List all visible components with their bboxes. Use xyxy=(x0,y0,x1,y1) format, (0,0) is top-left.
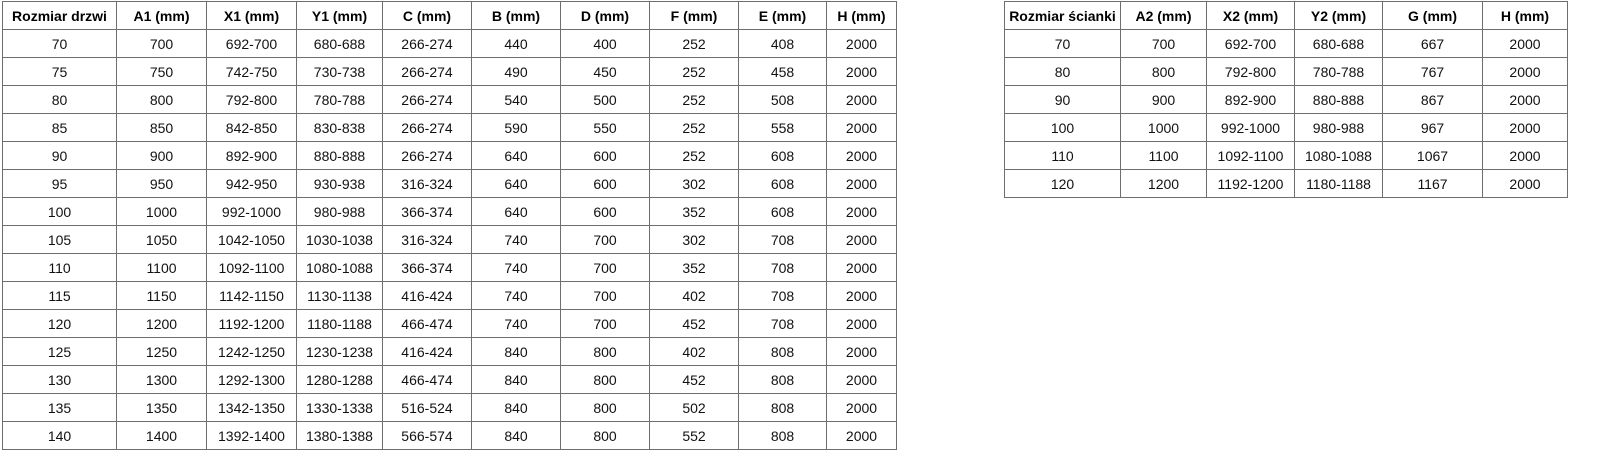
door-sizes-table xyxy=(2,1,897,450)
table-cell: 767 xyxy=(1383,58,1483,86)
table-cell: 2000 xyxy=(827,282,897,310)
table-cell: 80 xyxy=(1005,58,1121,86)
table-cell: 100 xyxy=(1005,114,1121,142)
wall-panel-sizes-table xyxy=(1004,1,1568,198)
table-cell: 266-274 xyxy=(383,86,472,114)
table-cell: 1100 xyxy=(1121,142,1207,170)
table-cell: 930-938 xyxy=(297,170,383,198)
table-cell: 740 xyxy=(472,226,561,254)
table-cell: 680-688 xyxy=(1295,30,1383,58)
table-cell: 110 xyxy=(1005,142,1121,170)
table-cell: 252 xyxy=(650,58,739,86)
table-row xyxy=(3,282,897,310)
table-cell: 800 xyxy=(561,422,650,450)
table-row xyxy=(3,142,897,170)
table-cell: 2000 xyxy=(827,58,897,86)
table-cell: 1067 xyxy=(1383,142,1483,170)
table-cell: 302 xyxy=(650,170,739,198)
table-cell: 1167 xyxy=(1383,170,1483,198)
table-cell: 840 xyxy=(472,366,561,394)
table-cell: 252 xyxy=(650,30,739,58)
table-cell: 500 xyxy=(561,86,650,114)
table-cell: 558 xyxy=(739,114,827,142)
table-cell: 408 xyxy=(739,30,827,58)
table-cell: 2000 xyxy=(827,394,897,422)
table-cell: 900 xyxy=(1121,86,1207,114)
table-row xyxy=(1005,170,1568,198)
table-cell: 1330-1338 xyxy=(297,394,383,422)
header-row xyxy=(1005,2,1568,30)
table-cell: 608 xyxy=(739,198,827,226)
table-cell: 366-374 xyxy=(383,198,472,226)
table-cell: 780-788 xyxy=(297,86,383,114)
table-cell: 120 xyxy=(1005,170,1121,198)
table-cell: 850 xyxy=(117,114,207,142)
table-cell: 366-374 xyxy=(383,254,472,282)
table-cell: 2000 xyxy=(1483,58,1568,86)
table-cell: 840 xyxy=(472,394,561,422)
table-cell: 1300 xyxy=(117,366,207,394)
table-cell: 892-900 xyxy=(207,142,297,170)
table-cell: 1000 xyxy=(1121,114,1207,142)
table-cell: 640 xyxy=(472,170,561,198)
column-header: A1 (mm) xyxy=(117,2,207,30)
table-cell: 1342-1350 xyxy=(207,394,297,422)
table-cell: 1242-1250 xyxy=(207,338,297,366)
table-cell: 1000 xyxy=(117,198,207,226)
column-header: E (mm) xyxy=(739,2,827,30)
table-cell: 316-324 xyxy=(383,226,472,254)
table-cell: 708 xyxy=(739,254,827,282)
table-cell: 840 xyxy=(472,422,561,450)
table-cell: 1380-1388 xyxy=(297,422,383,450)
table-cell: 1230-1238 xyxy=(297,338,383,366)
table-cell: 830-838 xyxy=(297,114,383,142)
table-cell: 700 xyxy=(1121,30,1207,58)
table-row xyxy=(1005,58,1568,86)
table-cell: 550 xyxy=(561,114,650,142)
table-cell: 667 xyxy=(1383,30,1483,58)
table-cell: 70 xyxy=(3,30,117,58)
table-row xyxy=(3,198,897,226)
column-header: F (mm) xyxy=(650,2,739,30)
table-row xyxy=(3,394,897,422)
table-cell: 85 xyxy=(3,114,117,142)
table-cell: 2000 xyxy=(827,226,897,254)
table-cell: 700 xyxy=(561,282,650,310)
table-cell: 1392-1400 xyxy=(207,422,297,450)
table-cell: 1100 xyxy=(117,254,207,282)
table-cell: 742-750 xyxy=(207,58,297,86)
table-cell: 700 xyxy=(561,254,650,282)
table-cell: 608 xyxy=(739,142,827,170)
table-cell: 252 xyxy=(650,142,739,170)
column-header: H (mm) xyxy=(827,2,897,30)
table-cell: 950 xyxy=(117,170,207,198)
table-row xyxy=(3,86,897,114)
table-cell: 140 xyxy=(3,422,117,450)
table-cell: 1192-1200 xyxy=(207,310,297,338)
table-cell: 980-988 xyxy=(297,198,383,226)
table-cell: 792-800 xyxy=(207,86,297,114)
header-row xyxy=(3,2,897,30)
table-cell: 490 xyxy=(472,58,561,86)
column-header: B (mm) xyxy=(472,2,561,30)
column-header: C (mm) xyxy=(383,2,472,30)
table-cell: 800 xyxy=(561,366,650,394)
table-cell: 416-424 xyxy=(383,338,472,366)
table-cell: 740 xyxy=(472,310,561,338)
table-cell: 840 xyxy=(472,338,561,366)
table-cell: 458 xyxy=(739,58,827,86)
table-cell: 115 xyxy=(3,282,117,310)
table-row xyxy=(3,310,897,338)
table-cell: 110 xyxy=(3,254,117,282)
table-cell: 80 xyxy=(3,86,117,114)
table-cell: 880-888 xyxy=(297,142,383,170)
column-header: X1 (mm) xyxy=(207,2,297,30)
column-header: D (mm) xyxy=(561,2,650,30)
table-cell: 75 xyxy=(3,58,117,86)
table-cell: 90 xyxy=(3,142,117,170)
table-cell: 1080-1088 xyxy=(1295,142,1383,170)
table-cell: 842-850 xyxy=(207,114,297,142)
table-cell: 2000 xyxy=(1483,114,1568,142)
table-cell: 130 xyxy=(3,366,117,394)
table-cell: 708 xyxy=(739,226,827,254)
table-cell: 2000 xyxy=(827,30,897,58)
table-cell: 942-950 xyxy=(207,170,297,198)
table-cell: 540 xyxy=(472,86,561,114)
table-cell: 400 xyxy=(561,30,650,58)
table-cell: 1030-1038 xyxy=(297,226,383,254)
table-cell: 590 xyxy=(472,114,561,142)
column-header: Rozmiar drzwi xyxy=(3,2,117,30)
table-cell: 1200 xyxy=(117,310,207,338)
table-cell: 90 xyxy=(1005,86,1121,114)
table-cell: 700 xyxy=(117,30,207,58)
table-cell: 2000 xyxy=(827,366,897,394)
table-cell: 266-274 xyxy=(383,142,472,170)
table-cell: 566-574 xyxy=(383,422,472,450)
table-cell: 808 xyxy=(739,422,827,450)
table-cell: 1280-1288 xyxy=(297,366,383,394)
table-cell: 100 xyxy=(3,198,117,226)
table-cell: 1250 xyxy=(117,338,207,366)
table-row xyxy=(3,58,897,86)
table-cell: 552 xyxy=(650,422,739,450)
table-cell: 700 xyxy=(561,310,650,338)
table-cell: 1042-1050 xyxy=(207,226,297,254)
table-cell: 70 xyxy=(1005,30,1121,58)
table-cell: 2000 xyxy=(1483,86,1568,114)
table-row xyxy=(1005,30,1568,58)
table-cell: 600 xyxy=(561,142,650,170)
table-cell: 730-738 xyxy=(297,58,383,86)
table-cell: 105 xyxy=(3,226,117,254)
table-cell: 502 xyxy=(650,394,739,422)
table-row xyxy=(3,114,897,142)
table-cell: 680-688 xyxy=(297,30,383,58)
table-cell: 1080-1088 xyxy=(297,254,383,282)
table-cell: 1142-1150 xyxy=(207,282,297,310)
table-cell: 402 xyxy=(650,282,739,310)
table-cell: 780-788 xyxy=(1295,58,1383,86)
column-header: Y1 (mm) xyxy=(297,2,383,30)
table-cell: 800 xyxy=(117,86,207,114)
table-cell: 252 xyxy=(650,114,739,142)
table-row xyxy=(1005,114,1568,142)
table-cell: 692-700 xyxy=(1207,30,1295,58)
table-cell: 2000 xyxy=(827,310,897,338)
table-cell: 266-274 xyxy=(383,30,472,58)
table-cell: 2000 xyxy=(1483,30,1568,58)
table-cell: 867 xyxy=(1383,86,1483,114)
table-cell: 1050 xyxy=(117,226,207,254)
column-header: H (mm) xyxy=(1483,2,1568,30)
table-cell: 1130-1138 xyxy=(297,282,383,310)
table-cell: 2000 xyxy=(827,338,897,366)
table-row xyxy=(3,338,897,366)
table-cell: 1180-1188 xyxy=(297,310,383,338)
table-row xyxy=(1005,142,1568,170)
table-cell: 440 xyxy=(472,30,561,58)
column-header: Y2 (mm) xyxy=(1295,2,1383,30)
table-cell: 416-424 xyxy=(383,282,472,310)
table-cell: 1092-1100 xyxy=(207,254,297,282)
table-cell: 1092-1100 xyxy=(1207,142,1295,170)
table-cell: 808 xyxy=(739,366,827,394)
table-cell: 708 xyxy=(739,310,827,338)
table-cell: 2000 xyxy=(827,86,897,114)
column-header: A2 (mm) xyxy=(1121,2,1207,30)
table-cell: 892-900 xyxy=(1207,86,1295,114)
table-cell: 740 xyxy=(472,254,561,282)
table-cell: 402 xyxy=(650,338,739,366)
table-cell: 800 xyxy=(1121,58,1207,86)
table-cell: 2000 xyxy=(827,254,897,282)
table-cell: 452 xyxy=(650,366,739,394)
table-cell: 992-1000 xyxy=(1207,114,1295,142)
table-cell: 800 xyxy=(561,338,650,366)
table-cell: 2000 xyxy=(827,198,897,226)
table-cell: 352 xyxy=(650,254,739,282)
table-cell: 700 xyxy=(561,226,650,254)
table-cell: 980-988 xyxy=(1295,114,1383,142)
table-cell: 316-324 xyxy=(383,170,472,198)
table-cell: 2000 xyxy=(827,422,897,450)
column-header: X2 (mm) xyxy=(1207,2,1295,30)
table-cell: 302 xyxy=(650,226,739,254)
table-cell: 800 xyxy=(561,394,650,422)
column-header: G (mm) xyxy=(1383,2,1483,30)
table-row xyxy=(3,422,897,450)
table-cell: 135 xyxy=(3,394,117,422)
column-header: Rozmiar ścianki xyxy=(1005,2,1121,30)
table-cell: 352 xyxy=(650,198,739,226)
table-cell: 1150 xyxy=(117,282,207,310)
table-cell: 120 xyxy=(3,310,117,338)
table-cell: 900 xyxy=(117,142,207,170)
table-cell: 1200 xyxy=(1121,170,1207,198)
table-cell: 1350 xyxy=(117,394,207,422)
table-cell: 266-274 xyxy=(383,114,472,142)
table-cell: 125 xyxy=(3,338,117,366)
table-row xyxy=(3,226,897,254)
table-cell: 508 xyxy=(739,86,827,114)
table-cell: 2000 xyxy=(1483,170,1568,198)
table-cell: 1400 xyxy=(117,422,207,450)
table-cell: 466-474 xyxy=(383,366,472,394)
table-cell: 95 xyxy=(3,170,117,198)
table-cell: 266-274 xyxy=(383,58,472,86)
table-cell: 452 xyxy=(650,310,739,338)
table-cell: 600 xyxy=(561,170,650,198)
table-row xyxy=(3,170,897,198)
table-cell: 792-800 xyxy=(1207,58,1295,86)
table-cell: 466-474 xyxy=(383,310,472,338)
table-cell: 450 xyxy=(561,58,650,86)
table-cell: 708 xyxy=(739,282,827,310)
table-cell: 640 xyxy=(472,142,561,170)
table-cell: 516-524 xyxy=(383,394,472,422)
table-cell: 967 xyxy=(1383,114,1483,142)
table-cell: 992-1000 xyxy=(207,198,297,226)
table-row xyxy=(3,254,897,282)
table-cell: 2000 xyxy=(1483,142,1568,170)
table-cell: 2000 xyxy=(827,114,897,142)
table-cell: 880-888 xyxy=(1295,86,1383,114)
table-cell: 640 xyxy=(472,198,561,226)
table-cell: 600 xyxy=(561,198,650,226)
table-cell: 252 xyxy=(650,86,739,114)
table-cell: 2000 xyxy=(827,142,897,170)
table-cell: 1192-1200 xyxy=(1207,170,1295,198)
table-cell: 808 xyxy=(739,338,827,366)
table-row xyxy=(1005,86,1568,114)
table-cell: 1292-1300 xyxy=(207,366,297,394)
table-cell: 692-700 xyxy=(207,30,297,58)
table-row xyxy=(3,30,897,58)
table-cell: 608 xyxy=(739,170,827,198)
table-cell: 750 xyxy=(117,58,207,86)
table-cell: 1180-1188 xyxy=(1295,170,1383,198)
table-cell: 808 xyxy=(739,394,827,422)
table-cell: 2000 xyxy=(827,170,897,198)
table-cell: 740 xyxy=(472,282,561,310)
table-row xyxy=(3,366,897,394)
